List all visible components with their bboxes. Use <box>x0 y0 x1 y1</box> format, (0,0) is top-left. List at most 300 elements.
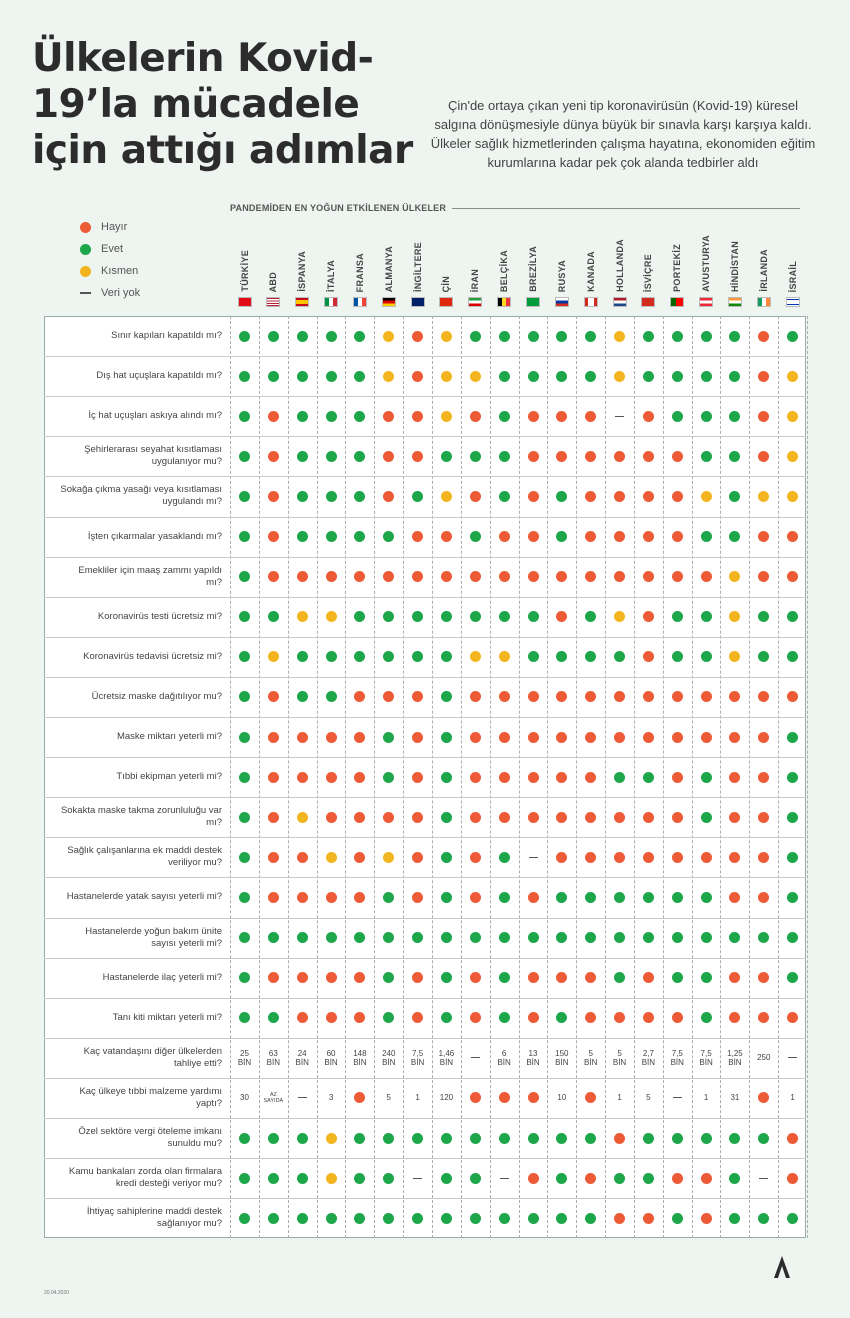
table-cell <box>547 1078 576 1118</box>
table-cell <box>749 316 778 356</box>
yes-dot-icon <box>528 611 539 622</box>
table-cell <box>547 476 576 516</box>
table-cell <box>403 958 432 998</box>
table-cell <box>317 316 346 356</box>
country-header <box>288 240 317 292</box>
country-name: ALMANYA <box>383 245 394 292</box>
yes-dot-icon <box>787 1213 798 1224</box>
question-label: İşten çıkarmalar yasaklandı mı? <box>87 530 222 542</box>
yes-dot-icon <box>614 1173 625 1184</box>
yes-dot-icon <box>239 491 250 502</box>
no-dot-icon <box>729 1012 740 1023</box>
table-cell <box>663 557 692 597</box>
table-cell <box>720 958 749 998</box>
table-cell <box>259 356 288 396</box>
no-dot-icon <box>499 531 510 542</box>
no-dot-icon <box>528 691 539 702</box>
yes-dot-icon <box>268 1213 279 1224</box>
table-cell <box>605 597 634 637</box>
yes-dot-icon <box>701 892 712 903</box>
table-cell <box>547 356 576 396</box>
table-cell <box>547 677 576 717</box>
question-label: Kaç vatandaşını diğer ülkelerden tahliye etti? <box>83 1045 222 1069</box>
table-cell <box>519 677 548 717</box>
table-cell <box>634 517 663 557</box>
no-dot-icon <box>268 451 279 462</box>
table-cell <box>547 797 576 837</box>
yes-dot-icon <box>643 1133 654 1144</box>
table-cell <box>490 517 519 557</box>
no-dot-icon <box>297 772 308 783</box>
yes-dot-icon <box>268 932 279 943</box>
yes-dot-icon <box>556 331 567 342</box>
table-cell <box>605 958 634 998</box>
table-cell <box>634 436 663 476</box>
table-cell <box>692 1198 721 1238</box>
table-cell <box>692 797 721 837</box>
partial-dot-icon <box>787 451 798 462</box>
table-cell <box>547 998 576 1038</box>
no-dot-icon <box>787 691 798 702</box>
no-dot-icon <box>528 892 539 903</box>
no-data-dash-icon <box>788 1057 797 1058</box>
table-cell <box>403 1078 432 1118</box>
no-dot-icon <box>672 451 683 462</box>
table-cell <box>576 557 605 597</box>
partial-dot-icon <box>441 331 452 342</box>
yes-dot-icon <box>268 1173 279 1184</box>
partial-dot-icon <box>80 266 91 277</box>
no-dot-icon <box>643 1012 654 1023</box>
table-cell <box>634 958 663 998</box>
yes-dot-icon <box>383 651 394 662</box>
table-cell <box>259 476 288 516</box>
italy-flag-icon <box>324 297 338 307</box>
table-cell <box>519 958 548 998</box>
table-cell <box>663 396 692 436</box>
no-dot-icon <box>528 411 539 422</box>
table-cell <box>720 597 749 637</box>
table-cell <box>778 918 807 958</box>
yes-dot-icon <box>672 932 683 943</box>
no-dot-icon <box>585 1173 596 1184</box>
table-cell <box>547 958 576 998</box>
country-header <box>749 240 778 292</box>
uk-flag-icon <box>411 297 425 307</box>
table-cell <box>547 1038 576 1078</box>
section-header <box>230 203 800 213</box>
table-cell <box>259 1038 288 1078</box>
yes-dot-icon <box>614 651 625 662</box>
yes-dot-icon <box>701 1012 712 1023</box>
table-cell <box>490 476 519 516</box>
yes-dot-icon <box>614 972 625 983</box>
yes-dot-icon <box>672 972 683 983</box>
table-cell <box>749 877 778 917</box>
yes-dot-icon <box>239 611 250 622</box>
yes-dot-icon <box>412 651 423 662</box>
table-cell <box>749 1198 778 1238</box>
partial-dot-icon <box>787 411 798 422</box>
table-cell <box>288 757 317 797</box>
yes-dot-icon <box>239 892 250 903</box>
no-dot-icon <box>556 611 567 622</box>
no-dot-icon <box>297 571 308 582</box>
table-cell <box>778 1118 807 1158</box>
yes-dot-icon <box>499 972 510 983</box>
yes-dot-icon <box>556 932 567 943</box>
table-cell <box>490 918 519 958</box>
no-dot-icon <box>585 1012 596 1023</box>
no-dot-icon <box>643 531 654 542</box>
no-dot-icon <box>297 732 308 743</box>
yes-dot-icon <box>441 1173 452 1184</box>
legend-yes <box>80 238 140 260</box>
yes-dot-icon <box>787 812 798 823</box>
yes-dot-icon <box>412 491 423 502</box>
no-dot-icon <box>383 451 394 462</box>
yes-dot-icon <box>528 1213 539 1224</box>
no-dot-icon <box>470 491 481 502</box>
table-cell <box>259 918 288 958</box>
legend-no-data <box>80 282 140 304</box>
no-dot-icon <box>758 732 769 743</box>
yes-dot-icon <box>268 331 279 342</box>
table-cell <box>432 396 461 436</box>
table-cell <box>461 918 490 958</box>
no-dot-icon <box>412 691 423 702</box>
table-cell <box>547 837 576 877</box>
no-dot-icon <box>701 1173 712 1184</box>
yes-dot-icon <box>729 932 740 943</box>
yes-dot-icon <box>239 852 250 863</box>
yes-dot-icon <box>585 331 596 342</box>
table-cell <box>403 1158 432 1198</box>
table-cell <box>259 396 288 436</box>
table-cell <box>490 757 519 797</box>
table-cell <box>749 597 778 637</box>
no-dot-icon <box>412 531 423 542</box>
partial-dot-icon <box>326 1133 337 1144</box>
no-dot-icon <box>499 732 510 743</box>
yes-dot-icon <box>239 932 250 943</box>
table-cell <box>374 517 403 557</box>
no-dot-icon <box>729 772 740 783</box>
yes-dot-icon <box>499 371 510 382</box>
legend <box>80 216 140 304</box>
question-label: Hastanelerde yoğun bakım ünite sayısı yeterli mi? <box>85 925 222 949</box>
no-dot-icon <box>758 1092 769 1103</box>
no-dot-icon <box>528 1012 539 1023</box>
yes-dot-icon <box>701 371 712 382</box>
yes-dot-icon <box>297 451 308 462</box>
yes-dot-icon <box>556 371 567 382</box>
no-dot-icon <box>528 1092 539 1103</box>
yes-dot-icon <box>412 611 423 622</box>
table-cell <box>547 557 576 597</box>
table-cell <box>778 1038 807 1078</box>
no-dot-icon <box>758 892 769 903</box>
yes-dot-icon <box>354 1133 365 1144</box>
yes-dot-icon <box>239 972 250 983</box>
table-cell <box>720 517 749 557</box>
russia-flag-icon <box>555 297 569 307</box>
table-cell <box>403 837 432 877</box>
yes-dot-icon <box>787 772 798 783</box>
israel-flag-icon <box>786 297 800 307</box>
table-cell <box>432 797 461 837</box>
no-dot-icon <box>268 411 279 422</box>
yes-dot-icon <box>787 732 798 743</box>
table-cell <box>692 557 721 597</box>
cell-value: 6 BİN <box>497 1048 511 1067</box>
table-cell <box>519 757 548 797</box>
yes-dot-icon <box>585 1213 596 1224</box>
table-cell <box>576 677 605 717</box>
yes-dot-icon <box>354 651 365 662</box>
no-dot-icon <box>614 531 625 542</box>
table-cell <box>720 918 749 958</box>
table-cell <box>317 396 346 436</box>
country-name: KANADA <box>585 251 596 292</box>
table-cell <box>576 517 605 557</box>
table-cell <box>605 1198 634 1238</box>
yes-dot-icon <box>729 451 740 462</box>
table-cell <box>288 637 317 677</box>
table-cell <box>490 1078 519 1118</box>
yes-dot-icon <box>383 1213 394 1224</box>
table-cell <box>432 1198 461 1238</box>
table-cell <box>288 316 317 356</box>
table-cell <box>461 396 490 436</box>
question-label: Dış hat uçuşlara kapatıldı mı? <box>96 370 222 382</box>
yes-dot-icon <box>441 972 452 983</box>
table-cell <box>519 356 548 396</box>
table-cell <box>374 396 403 436</box>
yes-dot-icon <box>268 611 279 622</box>
table-cell <box>547 1118 576 1158</box>
yes-dot-icon <box>297 411 308 422</box>
table-cell <box>230 1078 259 1118</box>
no-dot-icon <box>354 691 365 702</box>
table-cell <box>663 436 692 476</box>
yes-dot-icon <box>239 411 250 422</box>
yes-dot-icon <box>239 571 250 582</box>
table-cell <box>461 677 490 717</box>
table-cell <box>663 837 692 877</box>
table-cell <box>259 1198 288 1238</box>
yes-dot-icon <box>297 1173 308 1184</box>
partial-dot-icon <box>701 491 712 502</box>
table-cell <box>461 637 490 677</box>
table-cell <box>634 677 663 717</box>
yes-dot-icon <box>499 1213 510 1224</box>
no-dot-icon <box>787 1173 798 1184</box>
country-name: HİNDİSTAN <box>729 240 740 292</box>
yes-dot-icon <box>354 531 365 542</box>
table-cell <box>663 1078 692 1118</box>
no-dot-icon <box>268 732 279 743</box>
no-dot-icon <box>729 691 740 702</box>
table-cell <box>259 717 288 757</box>
no-dot-icon <box>470 1012 481 1023</box>
table-cell <box>749 998 778 1038</box>
table-cell <box>317 918 346 958</box>
table-cell <box>778 677 807 717</box>
yes-dot-icon <box>614 772 625 783</box>
table-cell <box>576 1118 605 1158</box>
no-dot-icon <box>614 732 625 743</box>
yes-dot-icon <box>239 531 250 542</box>
table-cell <box>432 476 461 516</box>
india-flag-icon <box>728 297 742 307</box>
table-cell <box>720 757 749 797</box>
table-cell <box>634 597 663 637</box>
country-header <box>490 240 519 292</box>
table-cell <box>374 717 403 757</box>
yes-dot-icon <box>556 1173 567 1184</box>
yes-dot-icon <box>787 892 798 903</box>
yes-dot-icon <box>787 611 798 622</box>
question-label: Koronavirüs testi ücretsiz mi? <box>97 610 222 622</box>
yes-dot-icon <box>585 651 596 662</box>
question-label: Emekliler için maaş zammı yapıldı mı? <box>78 564 222 588</box>
table-cell <box>345 637 374 677</box>
table-cell <box>345 356 374 396</box>
cell-value: 13 BİN <box>526 1048 540 1067</box>
table-cell <box>345 597 374 637</box>
table-cell <box>576 356 605 396</box>
table-cell <box>345 998 374 1038</box>
cell-value: 5 <box>386 1093 391 1103</box>
legend-no <box>80 216 140 238</box>
cell-value: 1 <box>617 1093 622 1103</box>
cell-value: 5 BİN <box>584 1048 598 1067</box>
table-cell <box>778 1078 807 1118</box>
yes-dot-icon <box>758 651 769 662</box>
no-dot-icon <box>499 571 510 582</box>
cell-value: 1,46 BİN <box>438 1048 455 1067</box>
table-cell <box>374 677 403 717</box>
table-cell <box>519 1118 548 1158</box>
yes-dot-icon <box>758 1133 769 1144</box>
table-cell <box>692 958 721 998</box>
table-cell <box>374 958 403 998</box>
yes-dot-icon <box>239 1213 250 1224</box>
no-dot-icon <box>585 852 596 863</box>
table-cell <box>432 757 461 797</box>
table-cell <box>519 837 548 877</box>
cell-value: 250 <box>757 1053 771 1063</box>
yes-dot-icon <box>326 491 337 502</box>
question-label: Tanı kiti miktarı yeterli mi? <box>112 1011 222 1023</box>
no-dot-icon <box>354 732 365 743</box>
no-dot-icon <box>672 732 683 743</box>
table-cell <box>288 1038 317 1078</box>
austria-flag-icon <box>699 297 713 307</box>
table-cell <box>288 436 317 476</box>
table-cell <box>605 1158 634 1198</box>
yes-dot-icon <box>499 611 510 622</box>
table-cell <box>288 998 317 1038</box>
table-cell <box>230 837 259 877</box>
table-cell <box>259 597 288 637</box>
table-cell <box>720 356 749 396</box>
table-cell <box>317 757 346 797</box>
table-cell <box>576 1158 605 1198</box>
legend-partial <box>80 260 140 282</box>
table-cell <box>663 637 692 677</box>
yes-dot-icon <box>758 1213 769 1224</box>
no-dot-icon <box>701 732 712 743</box>
table-cell <box>374 557 403 597</box>
table-cell <box>547 717 576 757</box>
table-cell <box>749 717 778 757</box>
yes-dot-icon <box>441 812 452 823</box>
no-dot-icon <box>585 571 596 582</box>
table-cell <box>403 797 432 837</box>
table-cell <box>345 557 374 597</box>
table-cell <box>576 316 605 356</box>
table-cell <box>374 637 403 677</box>
yes-dot-icon <box>528 331 539 342</box>
yes-dot-icon <box>643 892 654 903</box>
yes-dot-icon <box>354 932 365 943</box>
yes-dot-icon <box>354 491 365 502</box>
table-cell <box>663 797 692 837</box>
table-cell <box>461 958 490 998</box>
country-header <box>634 240 663 292</box>
table-cell <box>663 476 692 516</box>
yes-dot-icon <box>729 1173 740 1184</box>
no-dot-icon <box>701 852 712 863</box>
no-dot-icon <box>643 972 654 983</box>
no-dot-icon <box>268 892 279 903</box>
no-dot-icon <box>787 531 798 542</box>
table-cell <box>547 918 576 958</box>
table-cell <box>317 877 346 917</box>
table-cell <box>403 517 432 557</box>
yes-dot-icon <box>701 651 712 662</box>
table-cell <box>259 1158 288 1198</box>
country-header <box>432 240 461 292</box>
yes-dot-icon <box>412 1133 423 1144</box>
table-cell <box>461 757 490 797</box>
table-cell <box>605 677 634 717</box>
no-dot-icon <box>585 411 596 422</box>
table-cell <box>519 998 548 1038</box>
table-cell <box>605 476 634 516</box>
yes-dot-icon <box>297 1213 308 1224</box>
no-dot-icon <box>354 571 365 582</box>
table-cell <box>692 517 721 557</box>
table-cell <box>605 877 634 917</box>
no-dot-icon <box>412 371 423 382</box>
table-cell <box>576 396 605 436</box>
table-cell <box>519 797 548 837</box>
table-cell <box>432 356 461 396</box>
table-cell <box>374 476 403 516</box>
yes-dot-icon <box>787 331 798 342</box>
no-dot-icon <box>326 972 337 983</box>
table-cell <box>663 677 692 717</box>
table-cell <box>374 1198 403 1238</box>
france-flag-icon <box>353 297 367 307</box>
no-dot-icon <box>758 331 769 342</box>
yes-dot-icon <box>672 371 683 382</box>
table-cell <box>692 837 721 877</box>
table-cell <box>230 637 259 677</box>
